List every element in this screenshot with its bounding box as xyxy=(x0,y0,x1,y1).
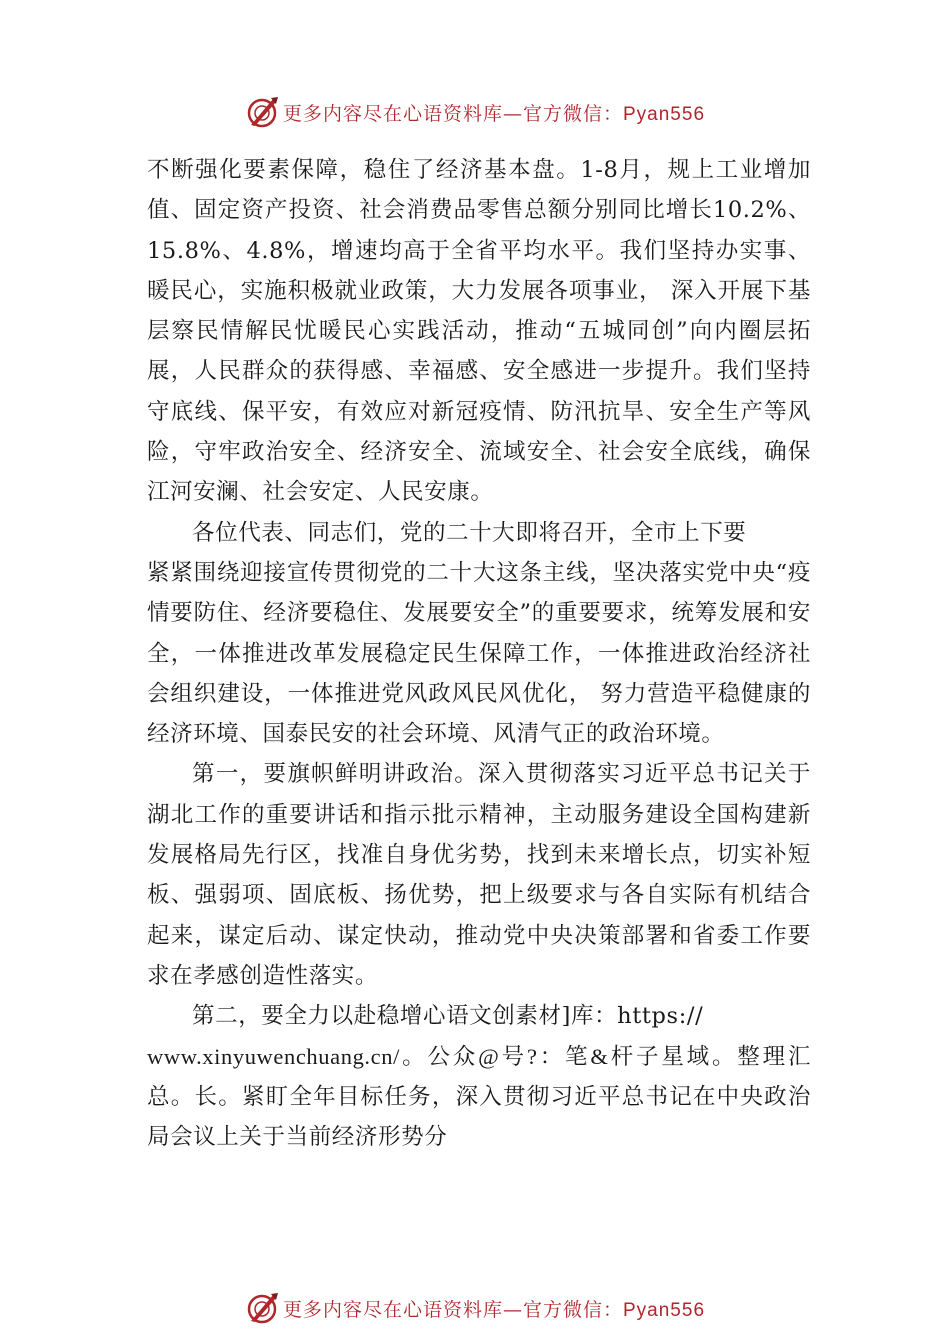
footer-banner-text: 更多内容尽在心语资料库—官方微信： xyxy=(282,1298,623,1321)
paragraph-1: 不断强化要素保障，稳住了经济基本盘。1-8月，规上工业增加值、固定资产投资、社会消费品零售总额分别同比增长10.2%、15.8%、4.8%，增速均高于全省平均水平。我们坚持办实事、暖民心，实施积极就业政策，大力发展各项事业， 深入开展下基层察民情解民忧暖民心实践活动，推动“五城同创”向内圈层拓展，人民群众的获得感、幸福感、安全感进一步提升。我们坚持守底线、保平安，有效应对新冠疫情、防汛抗旱、安全生产等风险，守牢政治安全、经济安全、流域安全、社会安全底线，确保江河安澜、社会安定、人民安康。 xyxy=(147,157,811,506)
header-banner xyxy=(0,92,950,132)
header-banner-text: 更多内容尽在心语资料库—官方微信： xyxy=(282,102,623,125)
footer-banner xyxy=(0,1288,950,1328)
brush-logo-icon xyxy=(245,95,279,129)
paragraph-2: 各位代表、同志们，党的二十大即将召开，全市上下要 xyxy=(192,519,747,546)
paragraph-5: 第二，要全力以赴稳增心语文创素材]库：https:// xyxy=(192,1003,704,1030)
brush-logo-icon xyxy=(245,1291,279,1325)
paragraph-4: 第一，要旗帜鲜明讲政治。深入贯彻落实习近平总书记关于湖北工作的重要讲话和指示批示精神，主动服务建设全国构建新发展格局先行区，找准自身优劣势，找到未来增长点，切实补短板、强弱项、固底板、扬优势，把上级要求与各自实际有机结合起来，谋定后动、谋定快动，推动党中央决策部署和省委工作要求在孝感创造性落实。 xyxy=(147,761,811,989)
footer-wechat-id: Pyan556 xyxy=(623,1299,706,1321)
paragraph-6: www.xinyuwenchuang.cn/。公众@号?：笔&杆子星域。整理汇总。长。紧盯全年目标任务，深入贯彻习近平总书记在中央政治局会议上关于当前经济形势分 xyxy=(147,1043,811,1150)
paragraph-3: 紧紧围绕迎接宣传贯彻党的二十大这条主线，坚决落实党中央“疫情要防住、经济要稳住、发展要安全”的重要要求，统筹发展和安全，一体推进改革发展稳定民生保障工作，一体推进政治经济社会组织建设，一体推进党风政风民风优化， 努力营造平稳健康的经济环境、国泰民安的社会环境、风清气正的政治环境。 xyxy=(147,559,811,748)
header-wechat-id: Pyan556 xyxy=(623,103,706,125)
document-body xyxy=(147,150,811,1157)
